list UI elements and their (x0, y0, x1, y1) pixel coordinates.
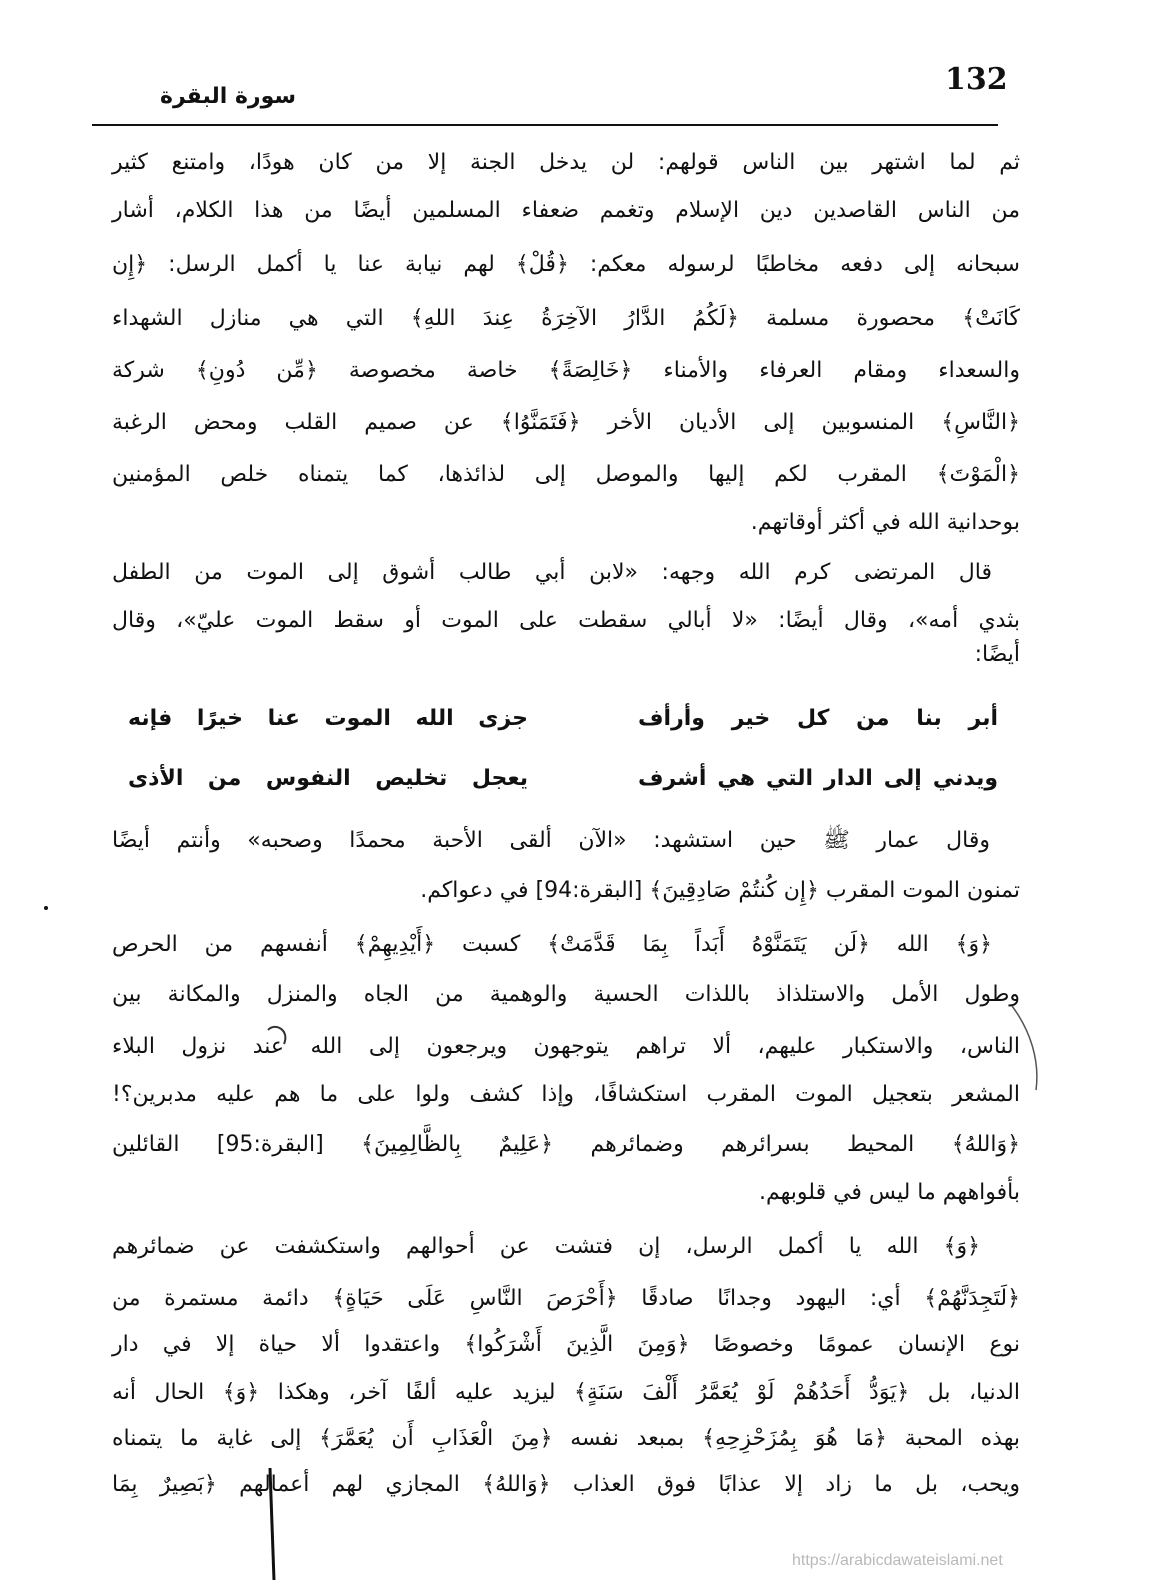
poem-hemistich: ويدني إلى الدار التي هي أشرف (638, 766, 998, 791)
text-line: ﴿النَّاسِ﴾ المنسوبين إلى الأديان الأخر ﴿فَتَمَنَّوُا﴾ عن صميم القلب ومحض الرغبة (112, 410, 1020, 435)
text-line: قال المرتضى كرم الله وجهه: «لابن أبي طالب أشوق إلى الموت من الطفل (112, 560, 992, 585)
text-line: وطول الأمل والاستلذاذ باللذات الحسية والوهمية من الجاه والمنزل والمكانة بين (112, 982, 1020, 1007)
text-line: ويحب، بل ما زاد إلا عذابًا فوق العذاب ﴿وَاللهُ﴾ المجازي لهم أعمالهم ﴿بَصِيرٌ بِمَا (112, 1472, 1020, 1497)
text-line: ﴿وَ﴾ الله يا أكمل الرسل، إن فتشت عن أحوالهم واستكشفت عن ضمائرهم (112, 1234, 980, 1259)
text-line: من الناس القاصدين دين الإسلام وتغمم ضعفاء المسلمين أيضًا من هذا الكلام، أشار (112, 198, 1020, 223)
text-line: بأفواههم ما ليس في قلوبهم. (759, 1180, 1020, 1205)
text-line: الناس، والاستكبار عليهم، ألا تراهم يتوجهون ويرجعون إلى الله عند نزول البلاء (112, 1034, 1020, 1059)
text-line: المشعر بتعجيل الموت المقرب استكشافًا، وإذا كشف ولوا على ما هم عليه مدبرين؟! (112, 1082, 1020, 1107)
poem-hemistich: جزى الله الموت عنا خيرًا فإنه (128, 706, 528, 731)
text-line: سبحانه إلى دفعه مخاطبًا لرسوله معكم: ﴿قُلْ﴾ لهم نيابة عنا يا أكمل الرسل: ﴿إِن (112, 252, 1020, 277)
text-line: وقال عمار ﷺ حين استشهد: «الآن ألقى الأحبة محمدًا وصحبه» وأنتم أيضًا (112, 828, 990, 853)
text-line: تمنون الموت المقرب ﴿إِن كُنتُمْ صَادِقِينَ﴾ [البقرة:94] في دعواكم. (420, 878, 1020, 903)
text-line: ﴿وَ﴾ الله ﴿لَن يَتَمَنَّوْهُ أَبَداً بِمَا قَدَّمَتْ﴾ كسبت ﴿أَيْدِيهِمْ﴾ أنفسهم من الحرص (112, 932, 992, 957)
poem-hemistich: أبر بنا من كل خير وأرأف (638, 706, 998, 731)
text-line: والسعداء ومقام العرفاء والأمناء ﴿خَالِصَةً﴾ خاصة مخصوصة ﴿مِّن دُونِ﴾ شركة (112, 358, 1020, 383)
text-line: ﴿الْمَوْتَ﴾ المقرب لكم إليها والموصل إلى لذائذها، كما يتمناه خلص المؤمنين (112, 462, 1020, 487)
text-line: نوع الإنسان عمومًا وخصوصًا ﴿وَمِنَ الَّذِينَ أَشْرَكُوا﴾ واعتقدوا ألا حياة إلا في دار (112, 1332, 1020, 1357)
text-line: بثدي أمه»، وقال أيضًا: «لا أبالي سقطت على الموت أو سقط الموت عليّ»، وقال (112, 608, 1020, 633)
text-line: الدنيا، بل ﴿يَوَدُّ أَحَدُهُمْ لَوْ يُعَمَّرُ أَلْفَ سَنَةٍ﴾ ليزيد عليه ألفًا آخر، وهكذا ﴿وَ﴾ الحال أنه (112, 1380, 1020, 1405)
text-line: أيضًا: (974, 642, 1020, 667)
text-line: بوحدانية الله في أكثر أوقاتهم. (750, 510, 1020, 535)
page-number: 132 (945, 62, 1008, 97)
text-line: ﴿وَاللهُ﴾ المحيط بسرائرهم وضمائرهم ﴿عَلِيمٌ بِالظَّالِمِينَ﴾ [البقرة:95] القائلين (112, 1132, 1020, 1157)
text-line: بهذه المحبة ﴿مَا هُوَ بِمُزَحْزِحِهِ﴾ بمبعد نفسه ﴿مِنَ الْعَذَابِ أَن يُعَمَّرَ﴾ إلى غاية ما يتمناه (112, 1426, 1020, 1451)
watermark-url: https://arabicdawateislami.net (792, 1552, 1003, 1569)
text-line: ﴿لَتَجِدَنَّهُمْ﴾ أي: اليهود وجدانًا صادقًا ﴿أَحْرَصَ النَّاسِ عَلَى حَيَاةٍ﴾ دائمة مستمرة من (112, 1286, 1020, 1311)
text-line: ثم لما اشتهر بين الناس قولهم: لن يدخل الجنة إلا من كان هودًا، وامتنع كثير (112, 150, 1020, 175)
text-line: كَانَتْ﴾ محصورة مسلمة ﴿لَكُمُ الدَّارُ الآخِرَةُ عِندَ اللهِ﴾ التي هي منازل الشهداء (112, 306, 1020, 331)
surah-title: سورة البقرة (160, 84, 297, 109)
poem-hemistich: يعجل تخليص النفوس من الأذى (128, 766, 528, 791)
